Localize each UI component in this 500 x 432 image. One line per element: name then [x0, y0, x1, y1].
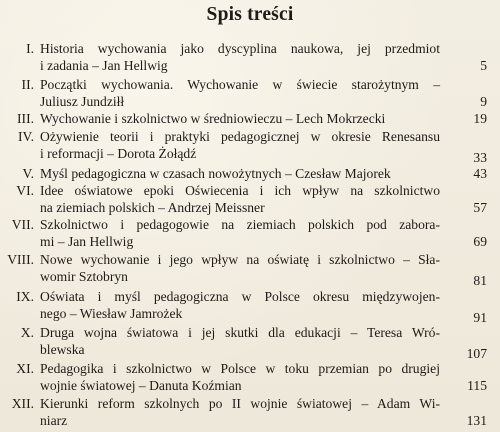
chapter-number: V. — [22, 166, 34, 181]
chapter-title-line: Wychowanie i szkolnictwo w średniowieczu – Lech Mokrzecki — [40, 111, 386, 126]
chapter-number: X. — [20, 325, 34, 340]
chapter-title — [40, 165, 440, 182]
chapter-title-line: Nowe wychowanie i jego wpływ na oświatę i szkolnictwo – Sła- — [40, 252, 440, 267]
chapter-title — [40, 182, 440, 217]
chapter-title-line: blewska — [40, 342, 85, 358]
chapter-title-line: Ożywienie teorii i praktyki pedagogicznej w okresie Renesansu — [40, 129, 440, 144]
chapter-title — [40, 251, 440, 286]
chapter-title-line: Juliusz Jundziłł — [40, 94, 125, 110]
chapter-title-line: wojnie światowej – Danuta Koźmian — [40, 378, 242, 394]
chapter-title — [40, 360, 440, 395]
page-number: 19 — [473, 111, 487, 126]
chapter-title — [40, 324, 440, 359]
page-number: 5 — [480, 58, 487, 74]
chapter-title — [40, 216, 440, 251]
page-number: 69 — [473, 234, 487, 250]
chapter-title-line: niarz — [40, 413, 68, 429]
chapter-number: I. — [26, 41, 34, 56]
chapter-number: IX. — [16, 289, 34, 304]
chapter-title-line: Oświata i myśl pedagogiczna w Polsce okresu międzywojen- — [40, 289, 440, 304]
chapter-number: XI. — [16, 361, 34, 376]
page-number: 33 — [473, 149, 487, 165]
page-number: 9 — [480, 94, 487, 110]
chapter-title-line: nego – Wiesław Jamrożek — [40, 306, 183, 322]
chapter-title-line: Pedagogika i szkolnictwo w Polsce w toku przemian po drugiej — [40, 361, 440, 376]
chapter-title-line: Szkolnictwo i pedagogowie na ziemiach polskich pod zabora- — [40, 217, 440, 232]
page-number: 57 — [473, 200, 487, 216]
chapter-number: XII. — [11, 396, 34, 411]
chapter-title-line: mi – Jan Hellwig — [40, 234, 134, 250]
chapter-title-line: i reformacji – Dorota Żołądź — [40, 146, 197, 162]
chapter-title — [40, 128, 440, 163]
chapter-title-line: na ziemiach polskich – Andrzej Meissner — [40, 200, 265, 216]
chapter-title — [40, 110, 440, 127]
chapter-number: VII. — [11, 217, 34, 232]
page-number: 81 — [473, 272, 487, 288]
chapter-title — [40, 40, 440, 75]
chapter-number: VIII. — [7, 252, 34, 267]
chapter-number: II. — [21, 77, 34, 92]
chapter-title-line: Druga wojna światowa i jej skutki dla edukacji – Teresa Wró- — [40, 325, 440, 340]
chapter-title-line: Idee oświatowe epoki Oświecenia i ich wpływ na szkolnictwo — [40, 183, 440, 198]
chapter-title-line: Kierunki reform szkolnych po II wojnie światowej – Adam Wi- — [40, 396, 440, 411]
chapter-title-line: i zadania – Jan Hellwig — [40, 58, 168, 74]
chapter-title-line: Początki wychowania. Wychowanie w świecie starożytnym – — [40, 77, 440, 92]
chapter-number: III. — [17, 111, 34, 126]
page-number: 107 — [466, 345, 487, 361]
page-number: 91 — [473, 309, 487, 325]
chapter-number: IV. — [18, 129, 34, 144]
chapter-number: VI. — [16, 183, 34, 198]
chapter-title-line: Myśl pedagogiczna w czasach nowożytnych – Czesław Majorek — [40, 166, 391, 181]
chapter-title — [40, 288, 440, 323]
chapter-title — [40, 76, 440, 111]
page-number: 115 — [467, 378, 487, 394]
page-title: Spis treści — [206, 4, 294, 25]
page-number: 131 — [466, 413, 487, 429]
chapter-title — [40, 395, 440, 430]
chapter-title-line: Historia wychowania jako dyscyplina naukowa, jej przedmiot — [40, 41, 440, 56]
page-number: 43 — [473, 166, 487, 181]
chapter-title-line: womir Sztobryn — [40, 269, 128, 285]
